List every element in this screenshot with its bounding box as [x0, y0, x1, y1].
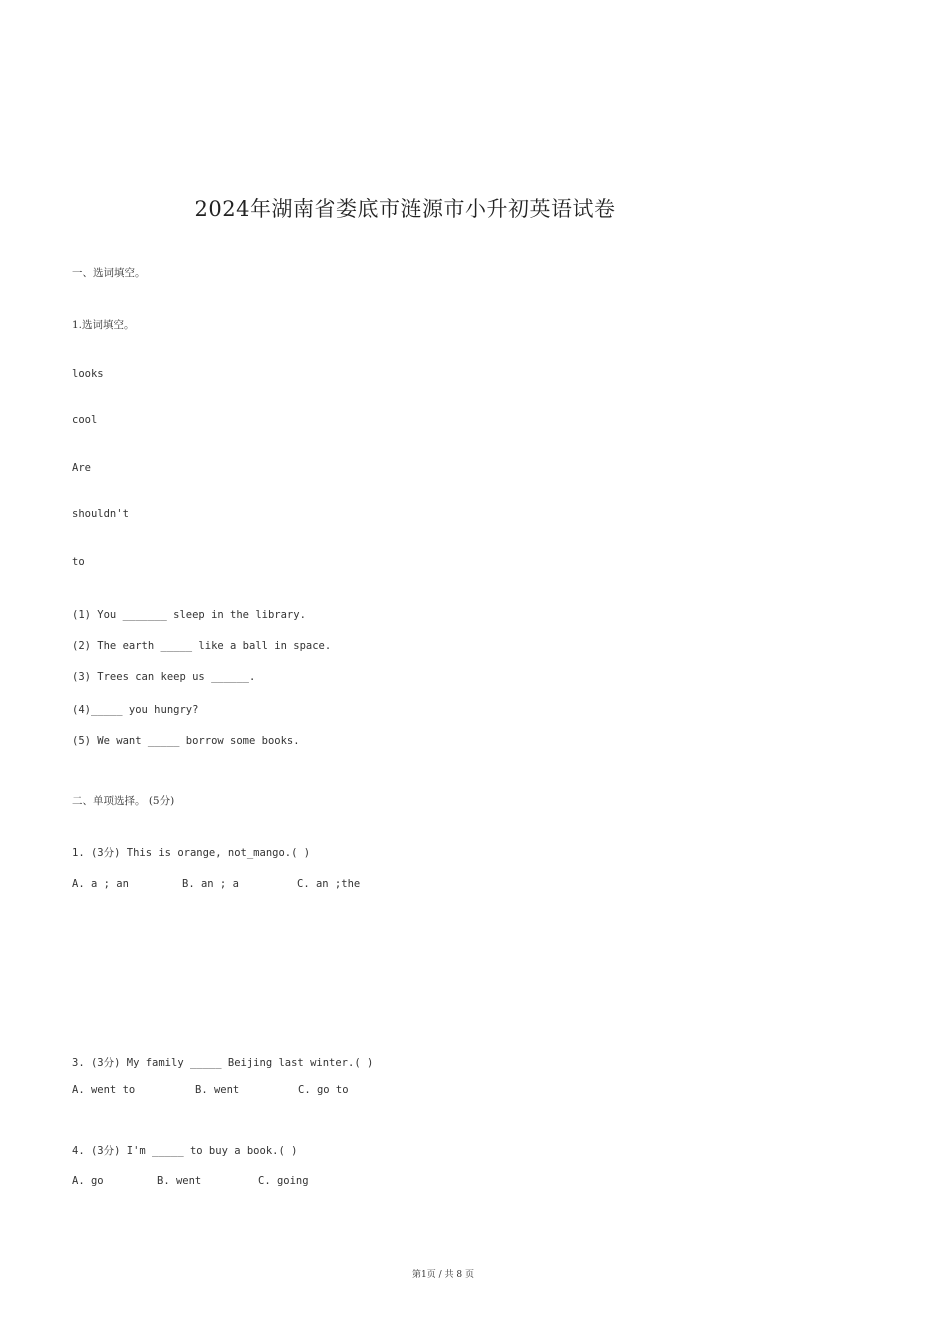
question-stem: 4. (3分) I'm _____ to buy a book.( ) — [72, 1145, 298, 1157]
word-bank-item: shouldn't — [72, 508, 129, 520]
option-b: B. went — [157, 1175, 202, 1187]
option-a: A. went to — [72, 1084, 136, 1096]
option-a: A. a ; an — [72, 878, 129, 890]
section-heading-1: 一、选词填空。 — [72, 267, 146, 279]
fill-blank-item: (3) Trees can keep us ______. — [72, 671, 256, 683]
fill-blank-item: (5) We want _____ borrow some books. — [72, 735, 300, 747]
page-footer: 第1页 / 共 8 页 — [412, 1270, 474, 1280]
question-stem: 1. (3分) This is orange, not_mango.( ) — [72, 847, 311, 859]
word-bank-item: cool — [72, 414, 98, 426]
option-b: B. went — [195, 1084, 240, 1096]
word-bank-item: to — [72, 556, 85, 568]
question-label: 1.选词填空。 — [72, 319, 135, 331]
question-stem: 3. (3分) My family _____ Beijing last winter.( ) — [72, 1057, 374, 1069]
option-a: A. go — [72, 1175, 104, 1187]
fill-blank-item: (1) You _______ sleep in the library. — [72, 609, 306, 621]
option-c: C. going — [258, 1175, 309, 1187]
page-title: 2024年湖南省娄底市涟源市小升初英语试卷 — [194, 197, 616, 221]
fill-blank-item: (2) The earth _____ like a ball in space. — [72, 640, 332, 652]
word-bank-item: Are — [72, 462, 91, 474]
fill-blank-item: (4)_____ you hungry? — [72, 704, 199, 716]
option-c: C. an ;the — [297, 878, 361, 890]
option-b: B. an ; a — [182, 878, 239, 890]
word-bank-item: looks — [72, 368, 104, 380]
option-c: C. go to — [298, 1084, 349, 1096]
section-heading-2: 二、单项选择。 (5分) — [72, 795, 175, 807]
